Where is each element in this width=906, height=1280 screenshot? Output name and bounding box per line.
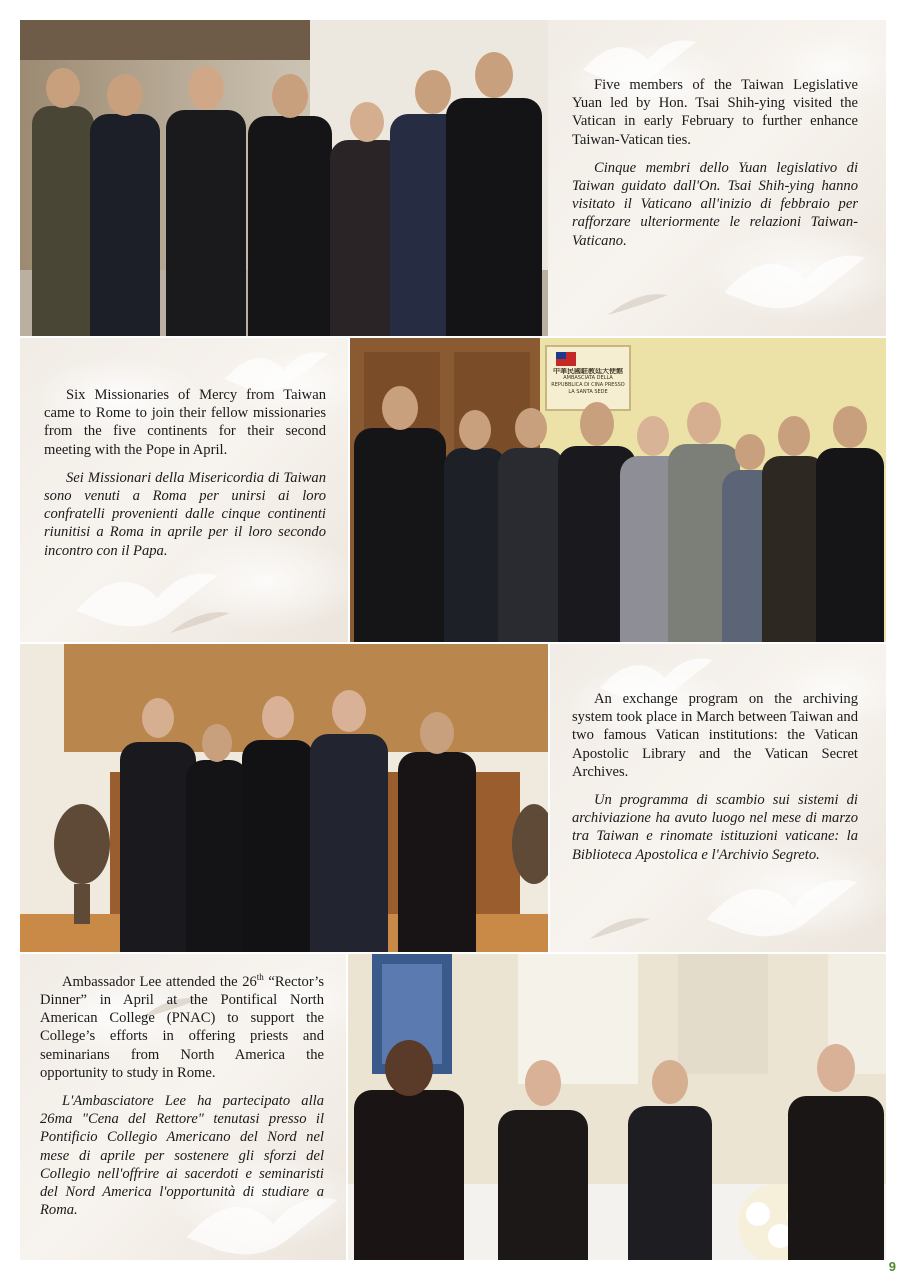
- row-archive-exchange: [20, 644, 886, 952]
- caption-it-legislative-visit: Cinque membri dello Yuan legislativo di Taiwan guidato dall'On. Tsai Shih-ying hanno visitato il Vaticano all'inizio di febbraio per rafforzare ulteriormente le relazioni Taiwan-Vaticano.: [572, 159, 858, 249]
- row-missionaries: [20, 338, 886, 642]
- caption-en-missionaries: Six Missionaries of Mercy from Taiwan came to Rome to join their fellow missionaries from the five continents for their second meeting with the Pope in April.: [44, 387, 326, 458]
- text-panel-missionaries: [20, 338, 348, 642]
- page: [20, 20, 896, 1274]
- embassy-sign: [548, 368, 628, 396]
- text-panel-rectors-dinner: [20, 954, 346, 1260]
- text-panel-legislative-visit: [548, 20, 886, 336]
- photo-archive-exchange: [20, 644, 548, 952]
- embassy-sign-italian: AMBASCIATA DELLA REPUBBLICA DI CINA PRESSO LA SANTA SEDE: [551, 375, 625, 395]
- text-panel-archive-exchange: [550, 644, 886, 952]
- caption-it-archive-exchange: Un programma di scambio sui sistemi di archiviazione ha avuto luogo nel mese di marzo tra Taiwan e rinomate istituzioni vaticane: la Biblioteca Apostolica e l'Archivio Segreto.: [572, 792, 858, 863]
- row-rectors-dinner: [20, 954, 886, 1260]
- olive-branch-icon: [608, 290, 668, 320]
- photo-missionaries-of-mercy: [350, 338, 886, 642]
- caption-it-missionaries: Sei Missionari della Misericordia di Taiwan sono venuti a Roma per unirsi ai loro confratelli provenienti dalle cinque continenti riunitisi a Roma in aprile per il loro secondo incontro con il Papa.: [44, 469, 326, 559]
- photo-rectors-dinner: [348, 954, 886, 1260]
- caption-en-legislative-visit: Five members of the Taiwan Legislative Yuan led by Hon. Tsai Shih-ying visited the Vatican in early February to further enhance Taiwan-Vatican ties.: [572, 77, 858, 148]
- olive-branch-icon: [590, 914, 650, 944]
- caption-en-rectors-dinner: [40, 968, 324, 1082]
- caption-en-rectors-dinner-post: “Rector’s Dinner” in April at the Pontifical North American College (PNAC) to support the College’s efforts in offering priests and seminarians from North America the opportunity to study in Rome.: [40, 973, 324, 1081]
- ordinal-suffix: th: [256, 972, 264, 982]
- dove-icon: [700, 864, 860, 948]
- caption-it-rectors-dinner: L'Ambasciatore Lee ha partecipato alla 26ma "Cena del Rettore" tenutasi presso il Pontificio Collegio Americano del Nord nel mese di aprile per sostenere gli sforzi del Collegio nell'offrire ai sacerdoti e seminaristi del Nord America l'opportunità di studiare a Roma.: [40, 1093, 324, 1219]
- embassy-sign-chinese: 中華民國駐教廷大使館: [553, 368, 623, 375]
- dove-icon: [718, 240, 868, 320]
- page-number: 9: [888, 1259, 896, 1274]
- photo-legislative-delegation: [20, 20, 548, 336]
- olive-branch-icon: [170, 608, 230, 638]
- caption-en-archive-exchange: An exchange program on the archiving system took place in March between Taiwan and two famous Vatican institutions: the Vatican Apostolic Library and the Vatican Secret Archives.: [572, 691, 858, 780]
- caption-en-rectors-dinner-pre: Ambassador Lee attended the 26: [62, 973, 257, 990]
- row-legislative-visit: [20, 20, 886, 336]
